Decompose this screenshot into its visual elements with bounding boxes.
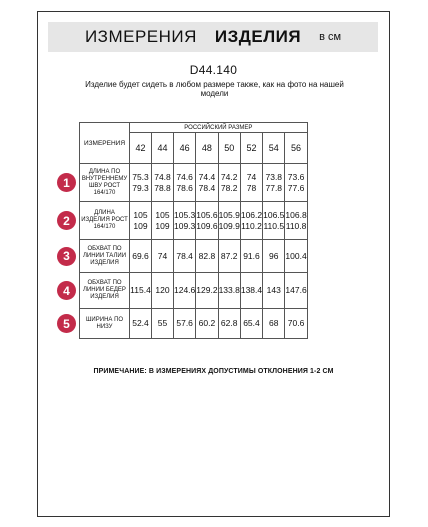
cell-value: 78.6 xyxy=(176,182,193,193)
size-chart-sheet xyxy=(37,11,390,517)
table-cell xyxy=(174,164,196,202)
cell-value: 109 xyxy=(133,220,148,231)
cell-value: 143 xyxy=(266,285,281,295)
row-label: ШИРИНА ПО НИЗУ xyxy=(80,309,130,339)
table-cell xyxy=(218,240,240,273)
table-cell xyxy=(196,240,218,273)
cell-value: 87.2 xyxy=(220,250,238,261)
cell-value: 115.4 xyxy=(130,285,151,295)
cell-value: 70.6 xyxy=(287,318,305,328)
table-cell xyxy=(152,240,174,273)
size-header-46: 46 xyxy=(174,133,196,164)
size-header-48: 48 xyxy=(196,133,218,164)
row-label: ДЛИНА ИЗДЕЛИЯ РОСТ 164/170 xyxy=(80,202,130,240)
table-cell xyxy=(196,273,218,309)
cell-value: 109.9 xyxy=(218,220,240,231)
table-cell xyxy=(240,164,262,202)
cell-value: 79.3 xyxy=(132,182,149,193)
row-number-badge: 1 xyxy=(57,173,76,192)
row-label: ДЛИНА ПО ВНУТРЕННЕМУ ШВУ РОСТ 164/170 xyxy=(80,164,130,202)
cell-value: 105.9 xyxy=(218,209,240,220)
cell-value: 105 xyxy=(133,209,148,220)
cell-value: 109 xyxy=(155,220,170,231)
table-cell xyxy=(196,164,218,202)
title-banner xyxy=(48,22,378,52)
size-table xyxy=(79,122,308,339)
product-code: D44.140 xyxy=(189,63,238,77)
cell-value: 96 xyxy=(269,250,279,261)
size-header-56: 56 xyxy=(285,133,307,164)
cell-value: 78 xyxy=(246,182,257,193)
table-cell xyxy=(263,164,285,202)
row-label: ОБХВАТ ПО ЛИНИИ ТАЛИИ ИЗДЕЛИЯ xyxy=(80,240,130,273)
cell-value: 60.2 xyxy=(198,318,216,328)
cell-value: 74.2 xyxy=(220,171,238,182)
cell-value: 78.4 xyxy=(176,250,193,261)
cell-value: 129.2 xyxy=(196,285,218,295)
table-cell xyxy=(285,240,307,273)
cell-value: 133.8 xyxy=(218,285,240,295)
row-number-badge: 5 xyxy=(57,314,76,333)
cell-value: 105.6 xyxy=(196,209,218,220)
size-group-header: РОССИЙСКИЙ РАЗМЕР xyxy=(130,123,308,133)
table-cell xyxy=(130,273,152,309)
size-header-44: 44 xyxy=(152,133,174,164)
cell-value: 147.6 xyxy=(285,285,307,295)
table-row xyxy=(80,164,308,202)
table-cell xyxy=(263,309,285,339)
table-row xyxy=(80,240,308,273)
cell-value: 69.6 xyxy=(132,250,149,261)
cell-value: 124.6 xyxy=(174,285,196,295)
table-cell xyxy=(174,240,196,273)
cell-value: 77.6 xyxy=(287,182,305,193)
table-cell xyxy=(174,202,196,240)
title-unit: в см xyxy=(319,31,342,43)
title-word-measurements: ИЗМЕРЕНИЯ xyxy=(84,27,197,46)
row-number-badge: 3 xyxy=(57,247,76,266)
cell-value: 77.8 xyxy=(265,182,283,193)
cell-value: 57.6 xyxy=(176,318,193,328)
cell-value: 105.3 xyxy=(174,209,196,220)
table-row xyxy=(80,309,308,339)
cell-value: 82.8 xyxy=(198,250,216,261)
table-row xyxy=(80,273,308,309)
cell-value: 74 xyxy=(246,171,257,182)
row-number-badge: 2 xyxy=(57,211,76,230)
cell-value: 62.8 xyxy=(220,318,238,328)
table-cell xyxy=(174,273,196,309)
table-cell xyxy=(263,273,285,309)
cell-value: 91.6 xyxy=(243,250,260,261)
table-cell xyxy=(218,202,240,240)
cell-value: 73.6 xyxy=(287,171,305,182)
table-cell xyxy=(174,309,196,339)
cell-value: 138.4 xyxy=(240,285,263,295)
table-cell xyxy=(152,202,174,240)
cell-value: 52.4 xyxy=(132,318,149,328)
cell-value: 78.2 xyxy=(220,182,238,193)
table-cell xyxy=(285,273,307,309)
table-cell xyxy=(152,309,174,339)
table-cell xyxy=(218,164,240,202)
row-number-badge: 4 xyxy=(57,281,76,300)
table-cell xyxy=(218,273,240,309)
measurement-rows xyxy=(80,164,308,339)
table-cell xyxy=(152,273,174,309)
table-cell xyxy=(196,309,218,339)
cell-value: 78.8 xyxy=(154,182,171,193)
table-cell xyxy=(285,202,307,240)
cell-value: 109.3 xyxy=(174,220,196,231)
table-row xyxy=(80,202,308,240)
title-word-garment: ИЗДЕЛИЯ xyxy=(214,27,302,46)
size-header-42: 42 xyxy=(130,133,152,164)
table-cell xyxy=(263,202,285,240)
cell-value: 68 xyxy=(269,318,279,328)
size-header-54: 54 xyxy=(263,133,285,164)
cell-value: 74.6 xyxy=(176,171,193,182)
table-cell xyxy=(285,309,307,339)
cell-value: 106.8 xyxy=(285,209,307,220)
table-cell xyxy=(285,164,307,202)
table-cell xyxy=(218,309,240,339)
table-cell xyxy=(130,309,152,339)
cell-value: 78.4 xyxy=(198,182,216,193)
cell-value: 73.8 xyxy=(265,171,283,182)
cell-value: 100.4 xyxy=(285,250,307,261)
cell-value: 75.3 xyxy=(132,171,149,182)
table-cell xyxy=(152,164,174,202)
table-cell xyxy=(130,202,152,240)
table-cell xyxy=(130,164,152,202)
tolerance-remark: ПРИМЕЧАНИЕ: В ИЗМЕРЕНИЯХ ДОПУСТИМЫ ОТКЛОНЕНИЯ 1-2 СМ xyxy=(93,368,334,375)
table-cell xyxy=(263,240,285,273)
cell-value: 109.6 xyxy=(196,220,218,231)
cell-value: 106.2 xyxy=(240,209,263,220)
cell-value: 110.5 xyxy=(263,220,285,231)
table-cell xyxy=(240,202,262,240)
table-cell xyxy=(130,240,152,273)
cell-value: 55 xyxy=(157,318,168,328)
cell-value: 110.2 xyxy=(241,220,262,231)
table-cell xyxy=(240,273,262,309)
size-header-52: 52 xyxy=(240,133,262,164)
cell-value: 74.4 xyxy=(198,171,216,182)
fit-note: Изделие будет сидеть в любом размере также, как на фото на нашей модели xyxy=(85,80,344,98)
cell-value: 74.8 xyxy=(154,171,171,182)
cell-value: 110.8 xyxy=(285,220,307,231)
cell-value: 74 xyxy=(157,250,168,261)
cell-value: 106.5 xyxy=(263,209,285,220)
table-cell xyxy=(196,202,218,240)
size-header-50: 50 xyxy=(218,133,240,164)
table-cell xyxy=(240,309,262,339)
cell-value: 120 xyxy=(155,285,170,295)
table-cell xyxy=(240,240,262,273)
cell-value: 105 xyxy=(155,209,170,220)
param-header: ИЗМЕРЕНИЯ xyxy=(80,123,130,164)
cell-value: 65.4 xyxy=(243,318,260,328)
row-label: ОБХВАТ ПО ЛИНИИ БЕДЕР ИЗДЕЛИЯ xyxy=(80,273,130,309)
